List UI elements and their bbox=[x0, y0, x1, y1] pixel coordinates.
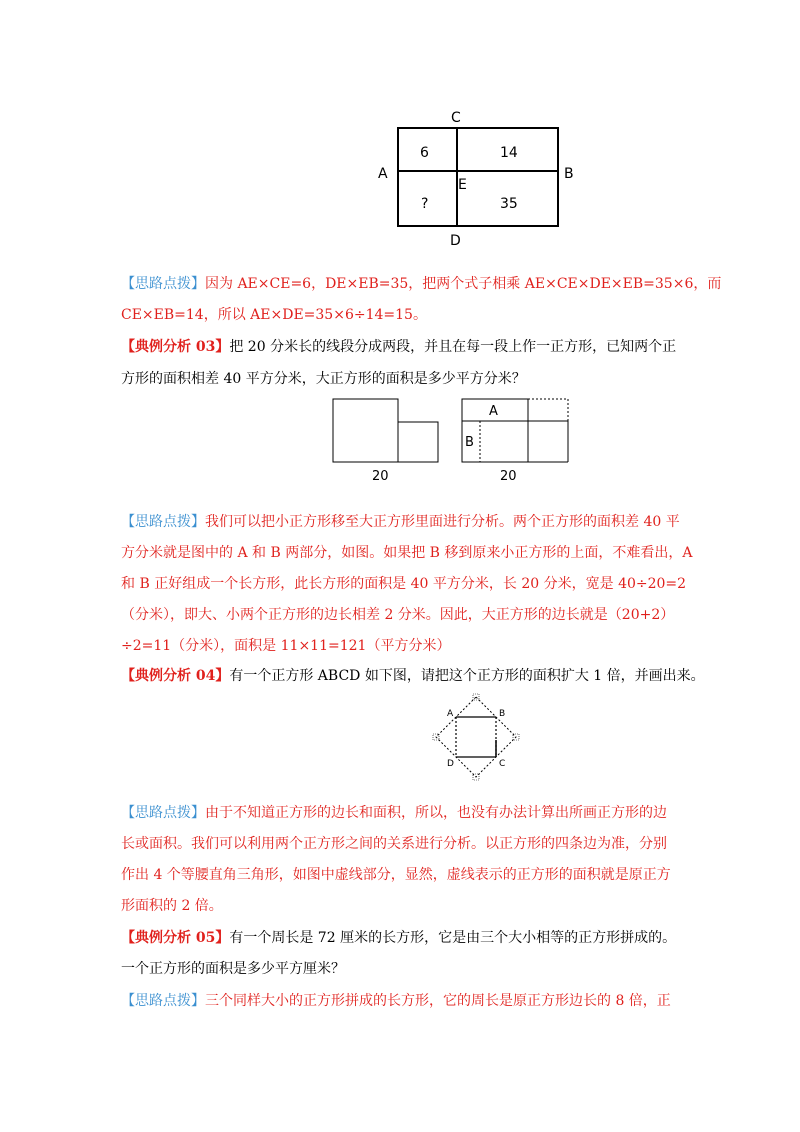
example-05-text: 有一个周长是 72 厘米的长方形，它是由三个大小相等的正方形拼成的。 bbox=[229, 930, 677, 946]
hint-1-line-1 bbox=[121, 274, 722, 294]
hint-4-line-1 bbox=[121, 803, 686, 823]
hint-label: 【思路点拨】 bbox=[121, 276, 205, 292]
hint-5-text: 三个同样大小的正方形拼成的长方形，它的周长是原正方形边长的 8 倍，正 bbox=[205, 993, 671, 1009]
hint-label: 【思路点拨】 bbox=[121, 805, 205, 821]
figure-doubled-square bbox=[430, 690, 530, 785]
example-04-line-1 bbox=[121, 666, 705, 686]
example-04-label: 【典例分析 04】 bbox=[121, 668, 230, 684]
label-d: D bbox=[450, 233, 461, 249]
example-03-line-2: 方形的面积相差 40 平方分米，大正方形的面积是多少平方分米？ bbox=[121, 371, 526, 387]
label-c: C bbox=[499, 759, 506, 769]
hint-label: 【思路点拨】 bbox=[121, 514, 205, 530]
cell-top-right: 14 bbox=[500, 145, 518, 161]
label-b: B bbox=[564, 166, 574, 182]
hint-4-line-3: 作出 4 个等腰直角三角形，如图中虚线部分，显然，虚线表示的正方形的面积就是原正方 bbox=[121, 867, 671, 883]
example-04-text: 有一个正方形 ABCD 如下图，请把这个正方形的面积扩大 1 倍，并画出来。 bbox=[229, 668, 705, 684]
hint-1-text: 因为 AE×CE=6，DE×EB=35，把两个式子相乘 AE×CE×DE×EB=35×6，而 bbox=[205, 276, 722, 292]
label-a: A bbox=[447, 709, 454, 719]
cell-bottom-right: 35 bbox=[500, 196, 518, 212]
label-b: B bbox=[499, 709, 506, 719]
label-d: D bbox=[447, 759, 454, 769]
label-e: E bbox=[458, 177, 467, 193]
example-05-line-2: 一个正方形的面积是多少平方厘米？ bbox=[121, 961, 345, 977]
label-a-region: A bbox=[489, 404, 498, 419]
figure-two-squares bbox=[325, 392, 585, 488]
label-c: C bbox=[451, 110, 461, 126]
hint-3-line-2: 方分米就是图中的 A 和 B 两部分，如图。如果把 B 移到原来小正方形的上面，不难看出，A bbox=[121, 545, 693, 561]
hint-1-line-2: CE×EB=14，所以 AE×DE=35×6÷14=15。 bbox=[121, 307, 427, 323]
example-05-line-1 bbox=[121, 928, 686, 948]
hint-3-line-5: ÷2=11（分米），面积是 11×11=121（平方分米） bbox=[121, 638, 451, 654]
hint-5-line-1 bbox=[121, 991, 686, 1011]
right-caption: 20 bbox=[500, 469, 517, 484]
cell-bottom-left: ? bbox=[421, 196, 429, 212]
example-03-text: 把 20 分米长的线段分成两段，并且在每一段上作一正方形，已知两个正 bbox=[229, 339, 677, 355]
label-a: A bbox=[378, 166, 388, 182]
hint-3-line-3: 和 B 正好组成一个长方形，此长方形的面积是 40 平方分米，长 20 分米，宽是 40÷20=2 bbox=[121, 576, 687, 592]
hint-4-line-2: 长或面积。我们可以利用两个正方形之间的关系进行分析。以正方形的四条边为准，分别 bbox=[121, 836, 667, 852]
example-05-label: 【典例分析 05】 bbox=[121, 930, 230, 946]
hint-4-line-4: 形面积的 2 倍。 bbox=[121, 898, 223, 914]
hint-label: 【思路点拨】 bbox=[121, 993, 205, 1009]
hint-4-text: 由于不知道正方形的边长和面积，所以，也没有办法计算出所画正方形的边 bbox=[205, 805, 667, 821]
hint-3-text: 我们可以把小正方形移至大正方形里面进行分析。两个正方形的面积差 40 平 bbox=[205, 514, 680, 530]
example-03-label: 【典例分析 03】 bbox=[121, 339, 230, 355]
left-caption: 20 bbox=[372, 469, 389, 484]
label-b-region: B bbox=[465, 435, 474, 450]
cell-top-left: 6 bbox=[420, 145, 429, 161]
hint-3-line-1 bbox=[121, 512, 686, 532]
example-03-line-1 bbox=[121, 337, 686, 357]
hint-3-line-4: （分米），即大、小两个正方形的边长相差 2 分米。因此，大正方形的边长就是（20+2） bbox=[121, 607, 675, 623]
figure-rectangle-areas bbox=[370, 105, 590, 255]
